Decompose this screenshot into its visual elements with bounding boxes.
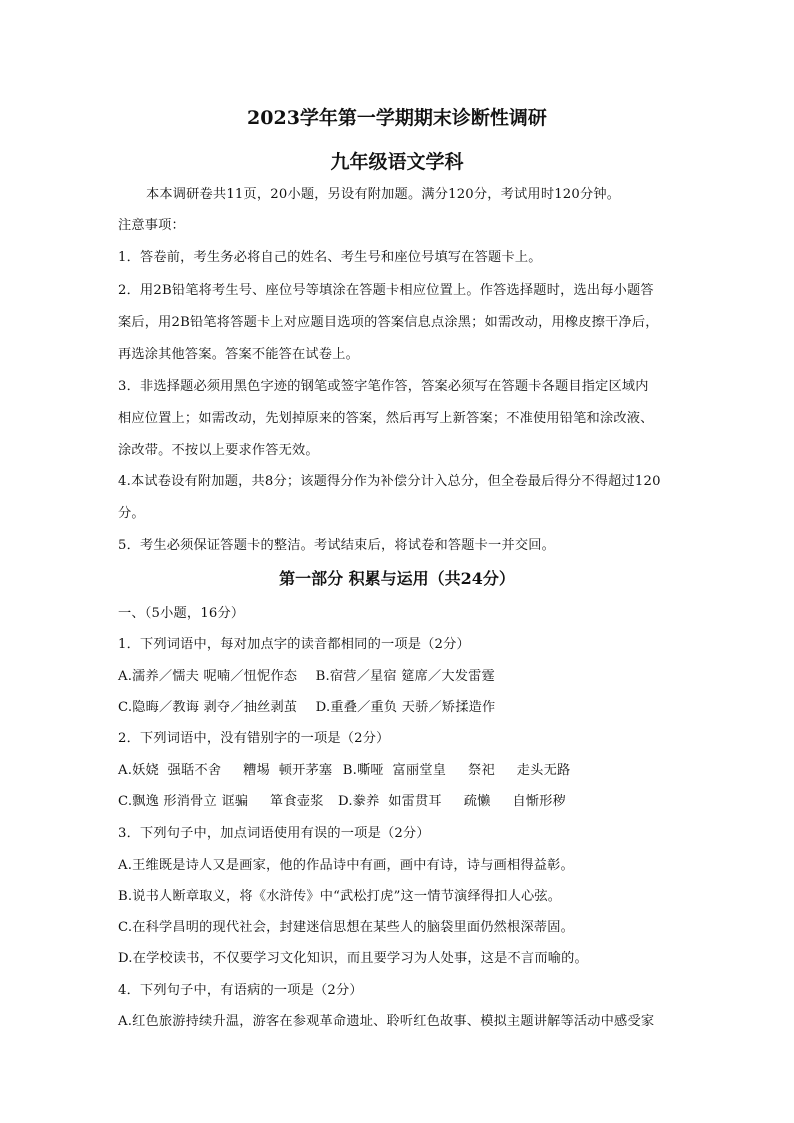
option-c: C.在科学昌明的现代社会，封建迷信思想在某些人的脑袋里面仍然根深蒂固。 xyxy=(118,920,574,935)
question-stem: 4．下列句子中，有语病的一项是（2分） xyxy=(118,983,363,998)
exam-subtitle: 九年级语文学科 xyxy=(330,151,464,173)
option-d: D.重叠／重负 天骄／矫揉造作 xyxy=(315,700,496,715)
option-c: C.隐晦／教诲 剥夺／抽丝剥茧 xyxy=(118,700,298,715)
option-d: D.豢养 如雷贯耳 疏懒 自惭形秽 xyxy=(338,794,567,809)
note-line: 4.本试卷设有附加题，共8分；该题得分作为补偿分计入总分，但全卷最后得分不得超过120 xyxy=(118,474,661,489)
question-options-row xyxy=(118,667,495,687)
question-options-row xyxy=(118,761,570,781)
note-line: 5．考生必须保证答题卡的整洁。考试结束后，将试卷和答题卡一并交回。 xyxy=(118,538,555,553)
notes-heading: 注意事项： xyxy=(118,218,185,233)
section-title: 第一部分 积累与运用（共24分） xyxy=(279,569,515,588)
note-line: 涂改带。不按以上要求作答无效。 xyxy=(118,443,319,458)
option-b: B.宿营／星宿 筵席／大发雷霆 xyxy=(315,669,495,684)
note-line: 2．用2B铅笔将考生号、座位号等填涂在答题卡相应位置上。作答选择题时，选出每小题答 xyxy=(118,283,654,298)
question-stem: 2．下列词语中，没有错别字的一项是（2分） xyxy=(118,731,390,746)
option-a: A.妖娆 强聒不舍 糟埸 顿开茅塞 xyxy=(118,763,333,778)
note-line: 分。 xyxy=(118,506,145,521)
group-heading: 一、（5小题，16分） xyxy=(118,606,245,621)
question-options-row xyxy=(118,792,566,812)
question-stem: 1．下列词语中，每对加点字的读音都相同的一项是（2分） xyxy=(118,637,470,652)
option-b: B.说书人断章取义，将《水浒传》中“武松打虎”这一情节演绎得扣人心弦。 xyxy=(118,889,562,904)
option-a: A.濡养／懦夫 呢喃／忸怩作态 xyxy=(118,669,298,684)
question-stem: 3．下列句子中，加点词语使用有误的一项是（2分） xyxy=(118,826,430,841)
note-line: 再选涂其他答案。答案不能答在试卷上。 xyxy=(118,347,359,362)
note-line: 案后，用2B铅笔将答题卡上对应题目选项的答案信息点涂黑；如需改动，用橡皮擦干净后， xyxy=(118,315,659,330)
note-line: 1．答卷前，考生务必将自己的姓名、考生号和座位号填写在答题卡上。 xyxy=(118,250,542,265)
option-b: B.嘶哑 富丽堂皇 祭祀 走头无路 xyxy=(342,763,571,778)
option-d: D.在学校读书，不仅要学习文化知识，而且要学习为人处事，这是不言而喻的。 xyxy=(118,951,588,966)
option-c: C.飘逸 形消骨立 诓骗 箪食壶浆 xyxy=(118,794,324,809)
note-line: 相应位置上；如需改动，先划掉原来的答案，然后再写上新答案；不准使用铅笔和涂改液、 xyxy=(118,411,654,426)
question-options-row xyxy=(118,698,495,718)
option-a: A.红色旅游持续升温，游客在参观革命遗址、聆听红色故事、模拟主题讲解等活动中感受家 xyxy=(118,1014,655,1029)
option-a: A.王维既是诗人又是画家，他的作品诗中有画，画中有诗，诗与画相得益彰。 xyxy=(118,858,574,873)
intro-text: 本本调研卷共11页，20小题，另设有附加题。满分120分，考试用时120分钟。 xyxy=(146,187,621,202)
note-line: 3．非选择题必须用黑色字迹的钢笔或签字笔作答，答案必须写在答题卡各题目指定区域内 xyxy=(118,379,649,394)
exam-title: 2023学年第一学期期末诊断性调研 xyxy=(247,107,547,129)
